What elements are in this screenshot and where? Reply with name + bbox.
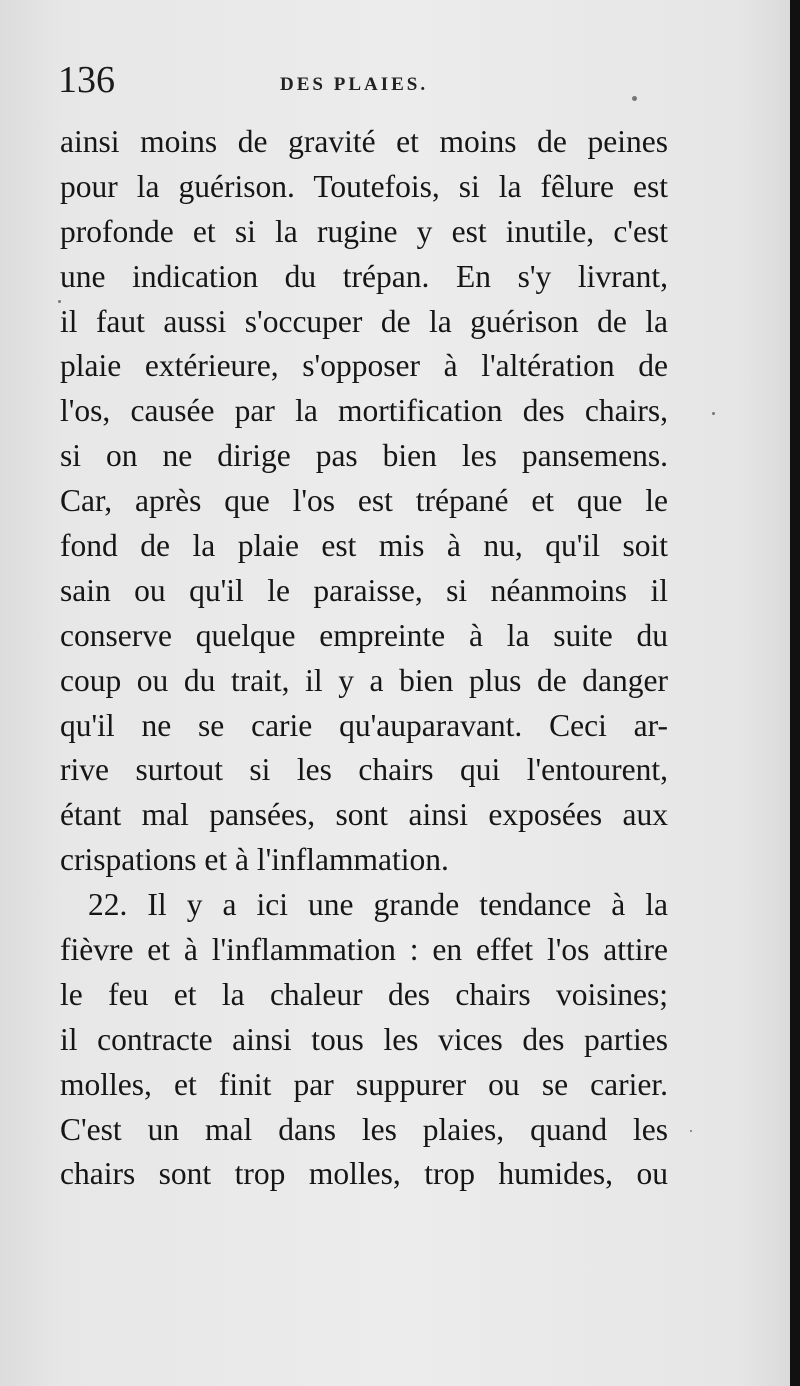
text-line: crispations et à l'inflammation. [60,842,449,878]
body-text [60,120,668,1197]
text-line: une indication du trépan. En s'y livrant, [60,258,668,294]
text-line: le feu et la chaleur des chairs voisines; [60,976,668,1012]
page-edge-shadow [790,0,800,1386]
paragraph-start-line: 22. Il y a ici une grande tendance à la [88,887,668,923]
page-number: 136 [58,59,115,101]
running-head: DES PLAIES. [280,74,429,95]
text-line: fièvre et à l'inflammation : en effet l'os attire [60,932,668,968]
paper-speck [632,96,637,101]
text-line: si on ne dirige pas bien les pansemens. [60,438,668,474]
text-line: pour la guérison. Toutefois, si la fêlure est [60,168,668,204]
text-line: l'os, causée par la mortification des chairs, [60,393,668,429]
text-line: qu'il ne se carie qu'auparavant. Ceci ar- [60,707,668,743]
text-line: étant mal pansées, sont ainsi exposées aux [60,797,668,833]
text-line: chairs sont trop molles, trop humides, ou [60,1156,668,1192]
text-line: il faut aussi s'occuper de la guérison de la [60,303,668,339]
text-line: sain ou qu'il le paraisse, si néanmoins il [60,572,668,608]
text-line: C'est un mal dans les plaies, quand les [60,1111,668,1147]
text-line: rive surtout si les chairs qui l'entourent, [60,752,668,788]
text-line: profonde et si la rugine y est inutile, c'est [60,213,668,249]
text-line: il contracte ainsi tous les vices des parties [60,1021,668,1057]
paper-speck [690,1130,692,1132]
paper-speck [712,412,715,415]
text-line: plaie extérieure, s'opposer à l'altération de [60,348,668,384]
text-line: fond de la plaie est mis à nu, qu'il soit [60,528,668,564]
paper-speck [58,300,61,303]
text-line: coup ou du trait, il y a bien plus de danger [60,662,668,698]
text-line: conserve quelque empreinte à la suite du [60,617,668,653]
text-line: molles, et finit par suppurer ou se carier. [60,1066,668,1102]
page-header [58,58,668,108]
text-line: Car, après que l'os est trépané et que le [60,483,668,519]
text-line: ainsi moins de gravité et moins de peines [60,124,668,159]
